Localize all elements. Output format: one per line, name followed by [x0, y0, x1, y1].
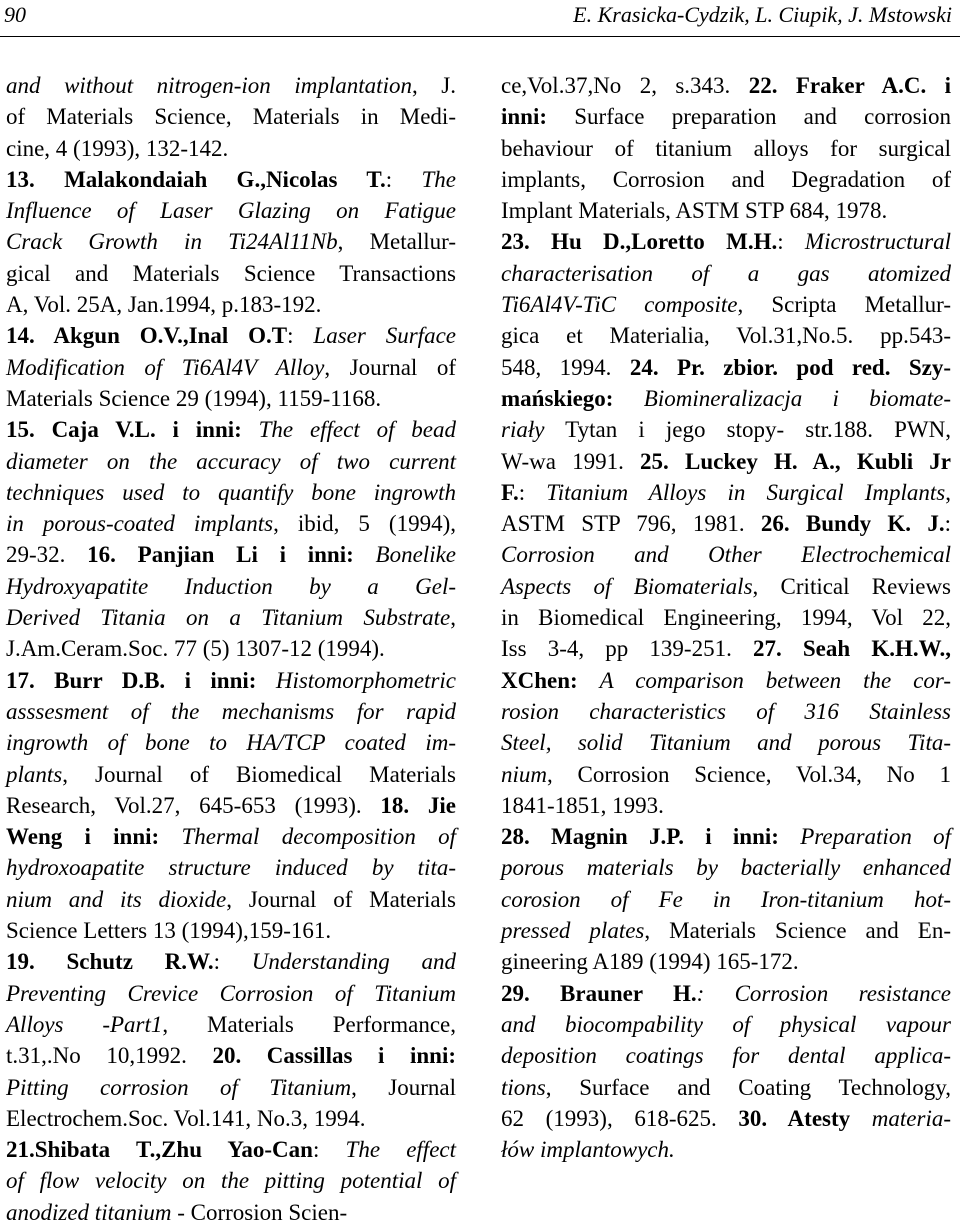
reference-title: Influence of Laser Glazing on Fatigue	[6, 198, 456, 224]
reference-author: 28. Magnin J.P. i inni:	[501, 824, 779, 850]
reference-line	[6, 571, 456, 602]
reference-author: 30. Atesty	[738, 1105, 851, 1131]
reference-author: 21.Shibata T.,Zhu Yao-Can	[6, 1137, 313, 1163]
reference-line	[6, 1134, 456, 1165]
reference-line	[6, 696, 456, 727]
reference-text: , Journal of Materials	[226, 886, 456, 912]
reference-text: gical and Materials Science Transactions	[6, 260, 456, 286]
reference-text	[354, 542, 376, 567]
reference-text: , Scripta Metallur-	[737, 292, 951, 318]
reference-title: Thermal decomposition of	[181, 824, 456, 850]
reference-text: cine, 4 (1993), 132-142.	[6, 135, 229, 161]
reference-text	[850, 1106, 872, 1131]
reference-line	[6, 1072, 456, 1103]
reference-line	[501, 821, 951, 852]
reference-title: Preparation of	[800, 824, 951, 850]
reference-author: 29. Brauner H.	[501, 980, 697, 1006]
reference-author: 15. Caja V.L. i inni:	[6, 417, 242, 443]
reference-author: 17. Burr D.B. i inni:	[6, 667, 257, 693]
reference-author: 20. Cassillas i inni:	[212, 1043, 457, 1069]
reference-title: and without nitrogen-ion implantation	[6, 73, 412, 98]
reference-line	[501, 633, 951, 664]
reference-text: , Surface and Coating Technology,	[545, 1074, 951, 1100]
reference-line	[501, 1134, 951, 1165]
reference-line	[501, 1103, 951, 1134]
reference-author: 19. Schutz R.W.	[6, 949, 214, 975]
reference-title: Modification of Ti6Al4V Alloy	[6, 354, 325, 380]
reference-text: , Journal	[351, 1074, 456, 1100]
reference-text	[256, 668, 275, 693]
reference-line	[501, 164, 951, 195]
reference-line	[501, 226, 951, 257]
reference-author: 27. Seah K.H.W.,	[752, 636, 951, 662]
reference-title: The effect of bead	[258, 417, 456, 443]
reference-text: 62 (1993), 618-625.	[501, 1105, 739, 1131]
reference-line	[6, 727, 456, 758]
reference-line	[6, 790, 456, 821]
reference-author: 23. Hu D.,Loretto M.H.	[501, 229, 778, 255]
reference-author: 22. Fraker A.C. i	[748, 73, 951, 98]
page-number: 90	[4, 2, 26, 27]
reference-line	[501, 101, 951, 132]
reference-line	[501, 508, 951, 539]
reference-text: t.31,.No 10,1992.	[6, 1043, 213, 1069]
reference-text: J.Am.Ceram.Soc. 77 (5) 1307-12 (1994).	[6, 636, 385, 662]
reference-title: tions	[501, 1074, 546, 1100]
reference-line	[6, 665, 456, 696]
reference-title: of flow velocity on the pitting potential of	[6, 1168, 456, 1194]
reference-text: Surface preparation and corrosion	[547, 104, 951, 130]
reference-line	[501, 414, 951, 445]
reference-title: techniques used to quantify bone ingrowth	[6, 479, 456, 505]
reference-line	[6, 70, 456, 101]
running-header	[0, 0, 960, 37]
reference-title: The effect	[345, 1137, 457, 1163]
reference-line	[6, 946, 456, 977]
reference-title: in porous-coated implants	[6, 511, 274, 537]
reference-text: Iss 3-4, pp 139-251.	[501, 636, 753, 662]
reference-title: Alloys -Part1	[6, 1011, 163, 1037]
reference-text: , Journal of	[324, 354, 456, 380]
reference-title: rosion characteristics of 316 Stainless	[501, 698, 951, 724]
reference-text	[159, 824, 181, 849]
reference-line	[501, 352, 951, 383]
reference-title: łów implantowych.	[501, 1137, 675, 1163]
reference-author: XChen:	[501, 667, 578, 693]
reference-title: riały	[501, 417, 545, 443]
reference-line	[6, 320, 456, 351]
reference-title: Titanium Alloys in Surgical Implants	[546, 479, 946, 505]
reference-title: Histomorphometric	[275, 667, 457, 693]
reference-author: 16. Panjian Li i inni:	[87, 542, 354, 568]
reference-text: :	[213, 949, 252, 975]
reference-line	[501, 1040, 951, 1071]
reference-line	[501, 539, 951, 570]
reference-text: ce,Vol.37,No 2, s.343.	[501, 73, 749, 98]
reference-text: Tytan i jego stopy- str.188. PWN,	[544, 417, 951, 443]
running-header-authors: E. Krasicka-Cydzik, L. Ciupik, J. Mstowski	[573, 2, 952, 27]
reference-text	[613, 386, 643, 411]
reference-text: ASTM STP 796, 1981.	[501, 511, 761, 537]
reference-text: ,	[450, 605, 456, 631]
reference-line	[6, 633, 456, 664]
reference-title: nium	[501, 761, 547, 787]
reference-title: Aspects of Biomaterials	[501, 573, 753, 599]
reference-author: F.	[501, 479, 519, 505]
reference-line	[6, 1009, 456, 1040]
reference-author: 18. Jie	[380, 792, 456, 818]
reference-title: plants	[6, 761, 63, 787]
reference-line	[6, 133, 456, 164]
reference-title: Ti6Al4V-TiC composite	[501, 292, 738, 318]
reference-text: :	[385, 166, 422, 192]
reference-line	[501, 133, 951, 164]
reference-text: implants, Corrosion and Degradation of	[501, 166, 951, 192]
reference-author: 13. Malakondaiah G.,Nicolas T.	[6, 166, 386, 192]
reference-text: Materials Science 29 (1994), 1159-1168.	[6, 385, 382, 411]
reference-line	[501, 258, 951, 289]
reference-line	[501, 70, 951, 101]
reference-line	[501, 727, 951, 758]
reference-line	[501, 790, 951, 821]
reference-text: , ibid, 5 (1994),	[273, 511, 456, 537]
reference-title: Understanding and	[251, 949, 457, 975]
reference-line	[501, 665, 951, 696]
reference-line	[6, 477, 456, 508]
reference-title: Biomineralizacja i biomate-	[643, 385, 952, 411]
reference-text: of Materials Science, Materials in Medi-	[6, 104, 456, 130]
reference-title: deposition coatings for dental applica-	[501, 1043, 951, 1069]
reference-title: nium and its dioxide	[6, 886, 227, 912]
reference-text: , Materials Performance,	[162, 1011, 456, 1037]
reference-author: 24. Pr. zbior. pod red. Szy-	[629, 354, 952, 380]
reference-text: :	[944, 511, 951, 537]
reference-line	[6, 414, 456, 445]
reference-text: 1841-1851, 1993.	[501, 792, 664, 818]
reference-text	[779, 824, 800, 849]
reference-title: Hydroxyapatite Induction by a Gel-	[6, 573, 456, 599]
reference-line	[501, 477, 951, 508]
reference-line	[6, 978, 456, 1009]
reference-text: Research, Vol.27, 645-653 (1993).	[6, 792, 381, 818]
reference-text: :	[287, 323, 314, 349]
reference-line	[501, 571, 951, 602]
reference-text: in Biomedical Engineering, 1994, Vol 22,	[501, 605, 951, 631]
reference-line	[6, 602, 456, 633]
reference-text	[578, 668, 600, 693]
reference-text: ,	[945, 479, 952, 505]
reference-text: Electrochem.Soc. Vol.141, No.3, 1994.	[6, 1105, 366, 1131]
reference-line	[6, 1103, 456, 1134]
reference-text: Science Letters 13 (1994),159-161.	[6, 918, 332, 944]
reference-line	[501, 602, 951, 633]
reference-text: , J.	[411, 73, 456, 98]
reference-text: Implant Materials, ASTM STP 684, 1978.	[501, 198, 888, 224]
reference-line	[6, 383, 456, 414]
reference-text: gica et Materialia, Vol.31,No.5. pp.543-	[501, 323, 951, 349]
reference-title: A comparison between the cor-	[599, 667, 951, 693]
reference-line	[501, 696, 951, 727]
reference-title: The	[421, 166, 457, 192]
reference-line	[501, 195, 951, 226]
reference-title: anodized titanium	[6, 1199, 172, 1225]
reference-text: , Critical Reviews	[752, 573, 952, 599]
reference-line	[501, 289, 951, 320]
reference-author: inni:	[501, 104, 548, 130]
reference-title: Derived Titania on a Titanium Substrate	[6, 605, 451, 631]
reference-line	[6, 821, 456, 852]
reference-text: , Corrosion Science, Vol.34, No 1	[547, 761, 951, 787]
reference-title: materia-	[871, 1105, 952, 1131]
reference-author: 14. Akgun O.V.,Inal O.T	[6, 323, 288, 349]
reference-title: corosion of Fe in Iron-titanium hot-	[501, 886, 951, 912]
reference-title: Steel, solid Titanium and porous Tita-	[501, 730, 951, 756]
reference-text: behaviour of titanium alloys for surgical	[501, 135, 951, 161]
reference-line	[6, 446, 456, 477]
reference-line	[6, 258, 456, 289]
reference-author: 26. Bundy K. J.	[760, 511, 945, 537]
reference-line	[6, 915, 456, 946]
reference-text: 29-32.	[6, 542, 88, 568]
reference-title: : Corrosion resistance	[696, 980, 952, 1006]
reference-line	[6, 101, 456, 132]
reference-line	[501, 446, 951, 477]
reference-title: characterisation of a gas atomized	[501, 260, 951, 286]
reference-line	[501, 1009, 951, 1040]
reference-line	[6, 289, 456, 320]
reference-line	[6, 1197, 456, 1228]
reference-line	[6, 759, 456, 790]
reference-text: W-wa 1991.	[501, 448, 641, 474]
reference-author: mańskiego:	[501, 385, 614, 411]
reference-title: and biocompability of physical vapour	[501, 1011, 951, 1037]
reference-title: diameter on the accuracy of two current	[6, 448, 456, 474]
reference-text: , Journal of Biomedical Materials	[62, 761, 456, 787]
reference-line	[6, 226, 456, 257]
reference-text: gineering A189 (1994) 165-172.	[501, 949, 799, 975]
reference-title: Corrosion and Other Electrochemical	[501, 542, 951, 568]
reference-title: pressed plates	[501, 918, 645, 944]
references-right-column	[501, 70, 951, 1165]
reference-line	[6, 1040, 456, 1071]
reference-line	[6, 508, 456, 539]
reference-line	[501, 978, 951, 1009]
reference-text: - Corrosion Scien-	[171, 1199, 348, 1225]
reference-line	[501, 884, 951, 915]
reference-title: ingrowth of bone to HA/TCP coated im-	[6, 730, 456, 756]
reference-author: 25. Luckey H. A., Kubli Jr	[640, 448, 951, 474]
reference-line	[501, 915, 951, 946]
reference-line	[6, 195, 456, 226]
reference-title: Pitting corrosion of Titanium	[6, 1074, 352, 1100]
reference-line	[501, 759, 951, 790]
reference-line	[501, 946, 951, 977]
reference-line	[6, 539, 456, 570]
reference-text	[242, 417, 259, 442]
reference-line	[6, 884, 456, 915]
reference-title: Preventing Crevice Corrosion of Titanium	[6, 980, 456, 1006]
reference-text: , Materials Science and En-	[644, 918, 951, 944]
reference-line	[501, 1072, 951, 1103]
reference-text: :	[312, 1137, 346, 1163]
reference-text: :	[777, 229, 805, 255]
reference-title: Microstructural	[804, 229, 951, 255]
reference-title: Laser Surface	[313, 323, 456, 349]
reference-title: asssesment of the mechanisms for rapid	[6, 698, 456, 724]
reference-text: , Metallur-	[337, 229, 456, 255]
reference-title: Crack Growth in Ti24Al11Nb	[6, 229, 338, 255]
reference-line	[501, 320, 951, 351]
reference-text: :	[518, 479, 547, 505]
reference-text: A, Vol. 25A, Jan.1994, p.183-192.	[6, 292, 322, 318]
reference-author: Weng i inni:	[6, 824, 160, 850]
reference-line	[6, 852, 456, 883]
reference-title: Bonelike	[375, 542, 457, 568]
reference-title: hydroxoapatite structure induced by tita-	[6, 855, 456, 881]
reference-line	[6, 1165, 456, 1196]
reference-title: porous materials by bacterially enhanced	[501, 855, 951, 881]
references-left-column	[6, 70, 456, 1228]
reference-line	[6, 164, 456, 195]
reference-line	[501, 383, 951, 414]
reference-line	[6, 352, 456, 383]
reference-text: 548, 1994.	[501, 354, 630, 380]
reference-line	[501, 852, 951, 883]
